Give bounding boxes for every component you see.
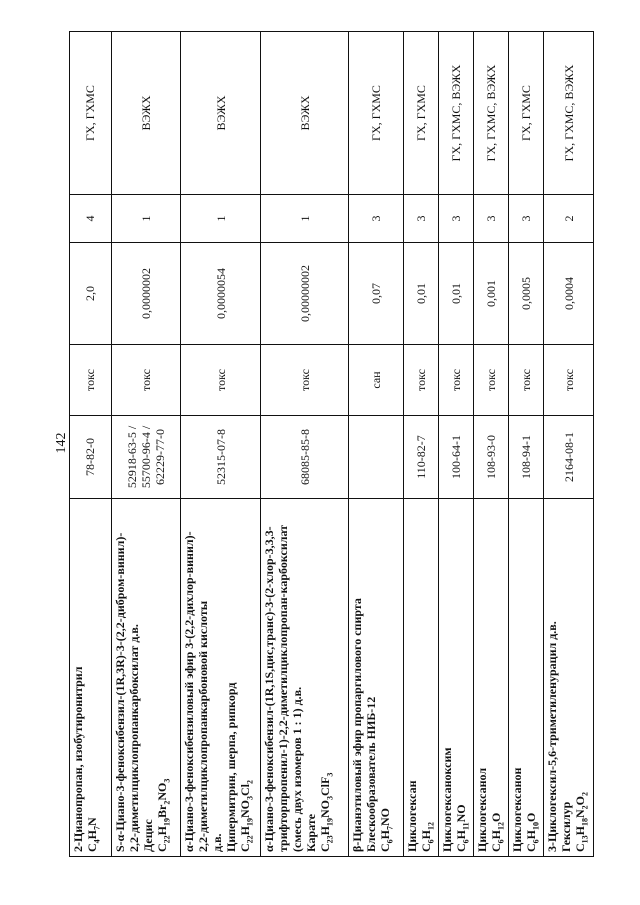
cas-number-cell	[474, 416, 509, 499]
hazard-class-cell: 1	[180, 195, 260, 243]
formula-subscript: 2	[245, 779, 255, 784]
cas-number-cell	[544, 416, 594, 499]
concentration-value-cell: 2,0	[70, 243, 112, 345]
formula-subscript: 3	[162, 778, 172, 783]
cas-number-cell	[349, 416, 404, 499]
chemical-formula	[318, 503, 335, 852]
table-row	[261, 32, 349, 857]
formula-subscript: 3	[325, 772, 335, 777]
cas-number: 68085-85-8	[297, 429, 312, 485]
formula-subscript: 4	[92, 839, 102, 844]
formula-subscript: 19	[245, 817, 255, 826]
limiting-indicator-cell: токс	[544, 345, 594, 416]
cas-number-cell	[509, 416, 544, 499]
concentration-value-cell: 0,01	[439, 243, 474, 345]
substance-name-cell	[261, 499, 349, 857]
formula-subscript: 6	[385, 839, 395, 844]
hazard-class-cell: 4	[70, 195, 112, 243]
substance-name-cell	[474, 499, 509, 857]
hazard-class-cell: 3	[509, 195, 544, 243]
formula-element: C	[454, 843, 469, 852]
substance-name-line: Циклогексан	[404, 780, 419, 852]
substance-name-line: α-Циано-3-феноксибензиловый эфир 3-(2,2-дихлор-винил)-	[181, 531, 196, 852]
substance-name-cell	[403, 499, 438, 857]
substance-name-line: (смесь двух изомеров 1 : 1) д.в.	[290, 686, 305, 852]
formula-subscript: 6	[531, 839, 541, 844]
formula-element: H	[489, 829, 504, 840]
formula-subscript: 6	[426, 839, 436, 844]
cas-number: 108-94-1	[519, 435, 534, 479]
formula-element: H	[418, 829, 433, 840]
formula-element: C	[524, 843, 539, 852]
analysis-method-cell: ВЭЖХ	[261, 32, 349, 195]
chemical-formula	[418, 503, 436, 852]
formula-subscript: 22	[245, 835, 255, 844]
substance-name-cell	[439, 499, 474, 857]
limiting-indicator-cell: сан	[349, 345, 404, 416]
formula-element: C	[238, 843, 252, 852]
substance-name-cell	[70, 499, 112, 857]
substance-name-line: Гексилур	[559, 801, 574, 852]
formula-element: O	[489, 812, 504, 822]
formula-element: NO	[454, 804, 469, 823]
formula-element: H	[454, 829, 469, 840]
formula-subscript: 3	[245, 795, 255, 800]
substance-name-line: α-Циано-3-феноксибензил-(1R,1S,цис,транс)-3-(2-хлор-3,3,3-	[262, 526, 277, 852]
substance-name-line: 3-Циклогексил-5,6-триметиленурацил д.в.	[545, 621, 560, 852]
cas-number-cell	[70, 416, 112, 499]
limiting-indicator-cell: токс	[70, 345, 112, 416]
formula-element: NO	[318, 799, 333, 818]
table-row	[403, 32, 438, 857]
substance-name-line: Циклогексанол	[475, 767, 490, 852]
formula-subscript: 10	[531, 821, 541, 830]
limiting-indicator-cell: токс	[509, 345, 544, 416]
analysis-method-cell: ГХ, ГХМС, ВЭЖХ	[439, 32, 474, 195]
cas-number-cell	[180, 416, 260, 499]
substance-name-line: β-Цианэтиловый эфир пропаргилового спирта	[350, 598, 365, 852]
concentration-value-cell: 0,01	[403, 243, 438, 345]
concentration-value-cell: 0,0004	[544, 243, 594, 345]
limiting-indicator-cell: токс	[403, 345, 438, 416]
substance-name-cell	[180, 499, 260, 857]
substance-name-cell	[509, 499, 544, 857]
cas-number: 110-82-7	[413, 435, 428, 479]
hazard-class-cell: 1	[111, 195, 180, 243]
formula-element: H	[318, 825, 333, 836]
formula-element: C	[318, 843, 333, 852]
analysis-method-cell: ГХ, ГХМС, ВЭЖХ	[474, 32, 509, 195]
formula-subscript: 13	[580, 835, 590, 844]
limiting-indicator-cell: токс	[111, 345, 180, 416]
substance-name-line: трифторпропенил-1)-2,2-диметилциклопропан-карбоксилат	[276, 524, 291, 852]
formula-element: C	[573, 843, 588, 852]
table-row	[509, 32, 544, 857]
limiting-indicator-cell: токс	[261, 345, 349, 416]
analysis-method-cell: ГХ, ГХМС	[70, 32, 112, 195]
hazard-class-cell: 3	[349, 195, 404, 243]
formula-element: C	[418, 843, 433, 852]
substance-name-cell	[544, 499, 594, 857]
analysis-method-cell: ВЭЖХ	[111, 32, 180, 195]
concentration-value-cell: 0,0000054	[180, 243, 260, 345]
substance-name-cell	[349, 499, 404, 857]
chemical-formula	[238, 503, 255, 852]
formula-element: N	[85, 817, 100, 826]
formula-subscript: 19	[325, 817, 335, 826]
formula-subscript: 6	[461, 839, 471, 844]
formula-subscript: 6	[496, 839, 506, 844]
substance-name-line: Циклогексаноксим	[440, 747, 455, 852]
formula-element: ClF	[318, 776, 333, 796]
formula-element: N	[573, 809, 588, 818]
cas-number-cell	[111, 416, 180, 499]
table-row	[349, 32, 404, 857]
chemical-formula	[489, 503, 506, 852]
cas-number: 100-64-1	[449, 435, 464, 479]
hazard-class-cell: 2	[544, 195, 594, 243]
formula-element: H	[378, 829, 393, 840]
formula-element: NO	[238, 799, 252, 818]
table-row	[70, 32, 112, 857]
cas-number: 108-93-0	[484, 435, 499, 479]
analysis-method-cell: ГХ, ГХМС, ВЭЖХ	[544, 32, 594, 195]
limiting-indicator-cell: токс	[180, 345, 260, 416]
table-body	[70, 32, 594, 857]
table-row	[439, 32, 474, 857]
cas-number: 55700-96-4 /	[138, 425, 153, 489]
concentration-value-cell: 0,07	[349, 243, 404, 345]
substance-table	[69, 31, 594, 857]
cas-number: 78-82-0	[83, 438, 98, 476]
cas-number-cell	[403, 416, 438, 499]
analysis-method-cell: ГХ, ГХМС	[349, 32, 404, 195]
formula-element: O	[524, 812, 539, 822]
analysis-method-cell: ГХ, ГХМС	[403, 32, 438, 195]
formula-subscript: 3	[325, 795, 335, 800]
substance-name-line: 2,2-диметилциклопропанкарбоновой кислоты	[195, 600, 210, 852]
substance-name-cell	[111, 499, 180, 857]
cas-number: 62229-77-0	[152, 429, 167, 485]
chemical-formula	[524, 503, 541, 852]
cas-number: 52315-07-8	[213, 429, 228, 485]
chemical-formula	[85, 503, 102, 852]
hazard-class-cell: 3	[474, 195, 509, 243]
table-row	[111, 32, 180, 857]
formula-element: C	[85, 843, 100, 852]
formula-element: H	[573, 825, 588, 836]
formula-subscript: 18	[580, 817, 590, 826]
substance-name-line: 2-Цианопропан, изобутиронитрил	[71, 666, 85, 852]
formula-element: NO	[154, 782, 169, 801]
substance-name-line: Ципермитрин, шерпа, рипкорд	[223, 682, 238, 852]
formula-element: H	[85, 829, 100, 840]
table-row	[180, 32, 260, 857]
substance-name-line: 2,2-диметилциклопропанкарбоксилат д.в.	[126, 624, 141, 852]
formula-element: Br	[154, 804, 169, 818]
substance-name-line: Карате	[304, 813, 319, 852]
formula-subscript: 23	[325, 835, 335, 844]
formula-subscript: 7	[92, 825, 102, 830]
formula-element: C	[489, 843, 504, 852]
formula-subscript: 11	[461, 822, 471, 830]
hazard-class-cell: 3	[439, 195, 474, 243]
formula-subscript: 2	[580, 805, 590, 810]
concentration-value-cell: 0,0005	[509, 243, 544, 345]
cas-number: 2164-08-1	[561, 432, 576, 482]
rotated-table-container	[69, 32, 594, 857]
chemical-formula	[454, 503, 471, 852]
cas-number-cell	[439, 416, 474, 499]
formula-element: NO	[378, 807, 393, 826]
formula-subscript: 19	[162, 817, 172, 826]
substance-name-line: Циклогексанон	[510, 767, 525, 852]
formula-subscript: 12	[426, 821, 436, 830]
substance-name-line: д.в.	[209, 833, 224, 852]
formula-element: O	[573, 795, 588, 806]
limiting-indicator-cell: токс	[474, 345, 509, 416]
hazard-class-cell: 3	[403, 195, 438, 243]
formula-subscript: 7	[385, 825, 395, 830]
formula-subscript: 12	[496, 821, 506, 830]
hazard-class-cell: 1	[261, 195, 349, 243]
formula-element: H	[238, 825, 252, 836]
concentration-value-cell: 0,00000002	[261, 243, 349, 345]
table-row	[474, 32, 509, 857]
chemical-formula	[378, 503, 395, 852]
formula-element: C	[378, 843, 393, 852]
table-row	[544, 32, 594, 857]
analysis-method-cell: ГХ, ГХМС	[509, 32, 544, 195]
formula-element: C	[154, 843, 169, 852]
formula-element: H	[154, 825, 169, 836]
formula-subscript: 2	[162, 800, 172, 805]
chemical-formula	[573, 503, 590, 852]
formula-element: Cl	[238, 783, 252, 796]
formula-element: H	[524, 829, 539, 840]
concentration-value-cell: 0,0000002	[111, 243, 180, 345]
substance-name-line: Децис	[140, 819, 155, 852]
formula-subscript: 22	[162, 835, 172, 844]
cas-number: 52918-63-5 /	[124, 425, 139, 489]
chemical-formula	[154, 503, 172, 852]
cas-number-cell	[261, 416, 349, 499]
limiting-indicator-cell: токс	[439, 345, 474, 416]
concentration-value-cell: 0,001	[474, 243, 509, 345]
substance-name-line: S-α-Циано-3-феноксибензил-(1R,3R)-3-(2,2-дибром-винил)-	[112, 532, 127, 852]
formula-subscript: 2	[580, 791, 590, 796]
page-number: 142	[54, 432, 69, 454]
substance-name-line: Блескообразователь НИБ-12	[364, 696, 379, 852]
analysis-method-cell: ВЭЖХ	[180, 32, 260, 195]
